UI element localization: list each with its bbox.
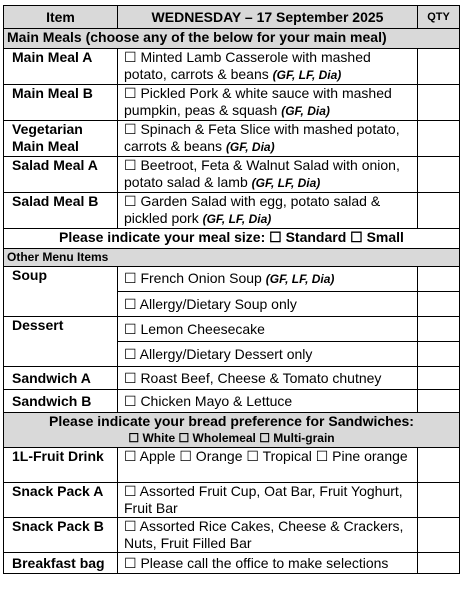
qty-cell[interactable]: [418, 390, 460, 413]
header-row: [4, 6, 460, 29]
main-meal-label: Main Meal A: [4, 49, 118, 85]
main-meal-option[interactable]: ☐ Spinach & Feta Slice with mashed potato, carrots & beans (GF, Dia): [118, 121, 418, 157]
item-column-header: Item: [4, 6, 118, 29]
diet-tag: (GF, LF, Dia): [265, 272, 335, 286]
extra-item-option[interactable]: ☐ Assorted Fruit Cup, Oat Bar, Fruit Yoghurt, Fruit Bar: [118, 483, 418, 518]
main-meal-label: Salad Meal B: [4, 193, 118, 229]
main-meal-row: [4, 157, 460, 193]
bread-preference-cell[interactable]: [4, 413, 460, 448]
extra-item-option[interactable]: ☐ Please call the office to make selections: [118, 553, 418, 574]
extra-item-row: [4, 553, 460, 574]
diet-tag: (GF, LF, Dia): [272, 68, 342, 82]
main-meals-section-row: [4, 29, 460, 49]
sandwich-row: [4, 390, 460, 413]
dessert-option[interactable]: ☐ Allergy/Dietary Dessert only: [118, 342, 418, 367]
soup-row: [4, 267, 460, 292]
qty-cell[interactable]: [418, 193, 460, 229]
qty-cell[interactable]: [418, 267, 460, 292]
extra-item-row: [4, 483, 460, 518]
main-meal-row: [4, 85, 460, 121]
main-meal-label: Main Meal B: [4, 85, 118, 121]
bread-preference-prompt: Please indicate your bread preference for Sandwiches:: [49, 413, 414, 429]
dessert-option[interactable]: ☐ Lemon Cheesecake: [118, 317, 418, 342]
meal-size-row: [4, 229, 460, 249]
sandwich-row: [4, 367, 460, 390]
other-items-section-title: Other Menu Items: [4, 249, 460, 267]
main-meal-option[interactable]: ☐ Garden Salad with egg, potato salad & pickled pork (GF, LF, Dia): [118, 193, 418, 229]
qty-cell[interactable]: [418, 292, 460, 317]
main-meal-option[interactable]: ☐ Beetroot, Feta & Walnut Salad with onion, potato salad & lamb (GF, LF, Dia): [118, 157, 418, 193]
main-meals-section-title: Main Meals (choose any of the below for your main meal): [4, 29, 460, 49]
diet-tag: (GF, Dia): [281, 104, 330, 118]
main-meal-label: Vegetarian Main Meal: [4, 121, 118, 157]
main-meal-option[interactable]: ☐ Minted Lamb Casserole with mashed potato, carrots & beans (GF, LF, Dia): [118, 49, 418, 85]
menu-table: [3, 5, 460, 574]
main-meal-label: Salad Meal A: [4, 157, 118, 193]
extra-item-label: Breakfast bag: [4, 553, 118, 574]
qty-cell[interactable]: [418, 483, 460, 518]
qty-cell[interactable]: [418, 157, 460, 193]
extra-item-option[interactable]: ☐ Apple ☐ Orange ☐ Tropical ☐ Pine orange: [118, 448, 418, 483]
sandwich-option[interactable]: ☐ Roast Beef, Cheese & Tomato chutney: [118, 367, 418, 390]
soup-label: Soup: [4, 267, 118, 317]
other-items-section-row: [4, 249, 460, 267]
extra-item-option[interactable]: ☐ Assorted Rice Cakes, Cheese & Crackers, Nuts, Fruit Filled Bar: [118, 518, 418, 553]
main-meal-option[interactable]: ☐ Pickled Pork & white sauce with mashed pumpkin, peas & squash (GF, Dia): [118, 85, 418, 121]
sandwich-label: Sandwich A: [4, 367, 118, 390]
diet-tag: (GF, LF, Dia): [202, 212, 272, 226]
qty-column-header: QTY: [418, 6, 460, 29]
qty-cell[interactable]: [418, 367, 460, 390]
menu-order-form: [3, 5, 459, 574]
qty-cell[interactable]: [418, 448, 460, 483]
main-meal-row: [4, 193, 460, 229]
soup-option[interactable]: ☐ Allergy/Dietary Soup only: [118, 292, 418, 317]
dessert-label: Dessert: [4, 317, 118, 367]
qty-cell[interactable]: [418, 518, 460, 553]
qty-cell[interactable]: [418, 317, 460, 342]
sandwich-option[interactable]: ☐ Chicken Mayo & Lettuce: [118, 390, 418, 413]
extra-item-row: [4, 448, 460, 483]
soup-option[interactable]: ☐ French Onion Soup (GF, LF, Dia): [118, 267, 418, 292]
extra-item-label: 1L-Fruit Drink: [4, 448, 118, 483]
diet-tag: (GF, Dia): [225, 140, 275, 154]
qty-cell[interactable]: [418, 342, 460, 367]
bread-preference-row: [4, 413, 460, 448]
bread-preference-options[interactable]: ☐ White ☐ Wholemeal ☐ Multi-grain: [128, 431, 335, 445]
qty-cell[interactable]: [418, 49, 460, 85]
main-meal-row: [4, 49, 460, 85]
dessert-row: [4, 317, 460, 342]
extra-item-label: Snack Pack B: [4, 518, 118, 553]
qty-cell[interactable]: [418, 553, 460, 574]
diet-tag: (GF, LF, Dia): [251, 176, 321, 190]
main-meal-row: [4, 121, 460, 157]
sandwich-label: Sandwich B: [4, 390, 118, 413]
qty-cell[interactable]: [418, 85, 460, 121]
extra-item-label: Snack Pack A: [4, 483, 118, 518]
day-column-header: WEDNESDAY – 17 September 2025: [118, 6, 418, 29]
extra-item-row: [4, 518, 460, 553]
meal-size-choice[interactable]: Please indicate your meal size: ☐ Standard ☐ Small: [4, 229, 460, 249]
qty-cell[interactable]: [418, 121, 460, 157]
